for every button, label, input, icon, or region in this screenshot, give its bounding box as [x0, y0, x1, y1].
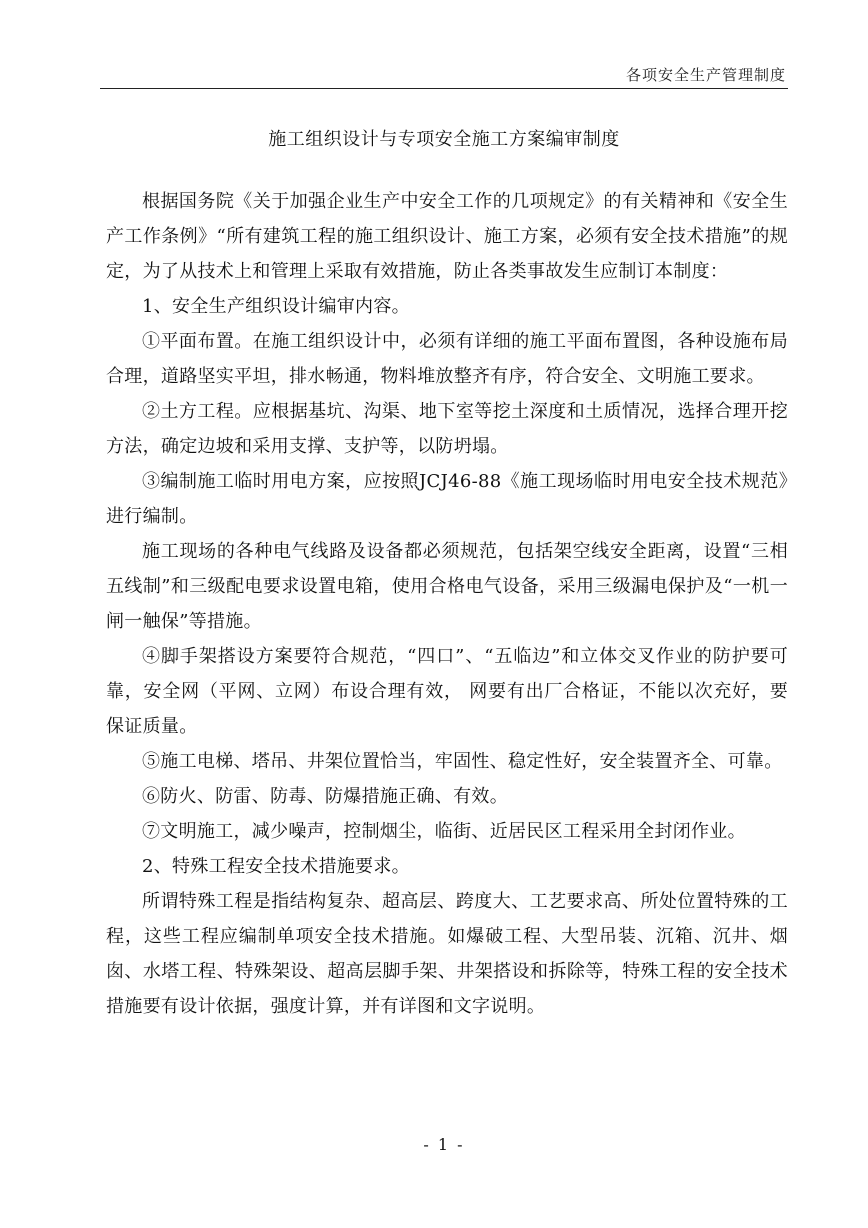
paragraph-temporary-power: ③编制施工临时用电方案，应按照JCJ46-88《施工现场临时用电安全技术规范》进行编制。 — [106, 471, 788, 527]
paragraph-fire-protection: ⑥防火、防雷、防毒、防爆措施正确、有效。 — [142, 786, 508, 807]
paragraph-scaffolding: ④脚手架搭设方案要符合规范，“四口”、“五临边”和立体交叉作业的防护要可靠，安全网（平网、立网）布设合理有效， 网要有出厂合格证，不能以次充好，要保证质量。 — [106, 646, 788, 737]
paragraph-electrical: 施工现场的各种电气线路及设备都必须规范，包括架空线安全距离，设置“三相五线制”和三级配电要求设置电箱，使用合格电气设备，采用三级漏电保护及“一机一闸一触保”等措施。 — [106, 541, 788, 632]
running-header — [100, 62, 788, 89]
paragraph-lifting-equipment: ⑤施工电梯、塔吊、井架位置恰当，牢固性、稳定性好，安全装置齐全、可靠。 — [142, 751, 783, 772]
paragraph-intro: 根据国务院《关于加强企业生产中安全工作的几项规定》的有关精神和《安全生产工作条例》“所有建筑工程的施工组织设计、施工方案，必须有安全技术措施”的规定，为了从技术上和管理上采取有效措施，防止各类事故发生应制订本制度： — [106, 191, 788, 282]
page-number: - 1 - — [423, 1135, 465, 1154]
paragraph-earthwork: ②土方工程。应根据基坑、沟渠、地下室等挖土深度和土质情况，选择合理开挖方法，确定边坡和采用支撑、支护等，以防坍塌。 — [106, 401, 788, 457]
document-title: 施工组织设计与专项安全施工方案编审制度 — [268, 129, 620, 150]
section-heading-1: 1、安全生产组织设计编审内容。 — [142, 296, 410, 317]
paragraph-special-projects: 所谓特殊工程是指结构复杂、超高层、跨度大、工艺要求高、所处位置特殊的工程，这些工程应编制单项安全技术措施。如爆破工程、大型吊装、沉箱、沉井、烟囱、水塔工程、特殊架设、超高层脚手架、井架搭设和拆除等，特殊工程的安全技术措施要有设计依据，强度计算，并有详图和文字说明。 — [106, 891, 788, 1017]
paragraph-civilized-construction: ⑦文明施工，减少噪声，控制烟尘，临街、近居民区工程采用全封闭作业。 — [142, 821, 746, 842]
document-body — [106, 184, 788, 1024]
section-heading-2: 2、特殊工程安全技术措施要求。 — [142, 856, 410, 877]
paragraph-layout: ①平面布置。在施工组织设计中，必须有详细的施工平面布置图，各种设施布局合理，道路坚实平坦，排水畅通，物料堆放整齐有序，符合安全、文明施工要求。 — [106, 331, 788, 387]
running-header-title: 各项安全生产管理制度 — [625, 66, 786, 84]
